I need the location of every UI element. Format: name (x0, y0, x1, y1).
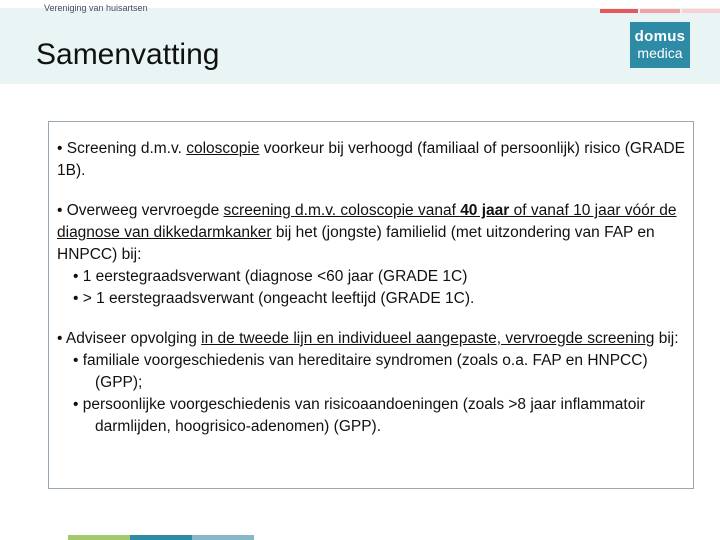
logo-line-2: medica (637, 45, 683, 61)
text-underlined: of vanaf 10 jaar vóór de diagnose van dikkedarmkanker (57, 202, 677, 241)
text-underlined: screening d.m.v. coloscopie vanaf (223, 202, 461, 219)
org-name: Vereniging van huisartsen (44, 3, 148, 13)
text: bij: (654, 330, 679, 347)
text-underlined: coloscopie (186, 140, 260, 157)
paragraph-screening (57, 138, 687, 182)
footer-stripe-green (68, 535, 130, 540)
domus-medica-logo (630, 22, 690, 68)
accent-stripe-red (600, 9, 638, 13)
text: • Overweeg vervroegde (57, 202, 224, 219)
list-item: • 1 eerstegraadsverwant (diagnose <60 jaar (GRADE 1C) (73, 268, 468, 285)
paragraph-early-screening (57, 200, 687, 310)
list-item: • familiale voorgeschiedenis van hereditaire syndromen (zoals o.a. FAP en HNPCC) (GPP); (73, 352, 648, 391)
text: • Adviseer opvolging (57, 330, 202, 347)
summary-box (48, 121, 694, 489)
text-bold-underlined: 40 jaar (460, 202, 510, 219)
text: voorkeur bij verhoogd (familiaal of persoonlijk) risico (GRADE 1B). (57, 140, 685, 179)
summary-content (57, 138, 687, 456)
text-underlined: in de tweede lijn en individueel aangepaste, vervroegde screening (201, 330, 655, 347)
text: bij het (jongste) familielid (met uitzondering van FAP en HNPCC) bij: (57, 224, 655, 263)
slide-header (0, 0, 720, 85)
list-item: • > 1 eerstegraadsverwant (ongeacht leeftijd (GRADE 1C). (73, 290, 475, 307)
paragraph-follow-up (57, 328, 687, 438)
list-item: • persoonlijke voorgeschiedenis van risicoaandoeningen (zoals >8 jaar inflammatoir darmlijden, hoogrisico-adenomen) (GPP). (73, 396, 645, 435)
text: • Screening d.m.v. (57, 140, 187, 157)
footer-stripe-teal (130, 535, 192, 540)
page-title: Samenvatting (36, 38, 220, 71)
accent-stripe-pink (640, 9, 680, 13)
logo-line-1: domus (634, 28, 686, 45)
footer-stripe-light-teal (192, 535, 254, 540)
accent-stripe-light (682, 9, 720, 13)
